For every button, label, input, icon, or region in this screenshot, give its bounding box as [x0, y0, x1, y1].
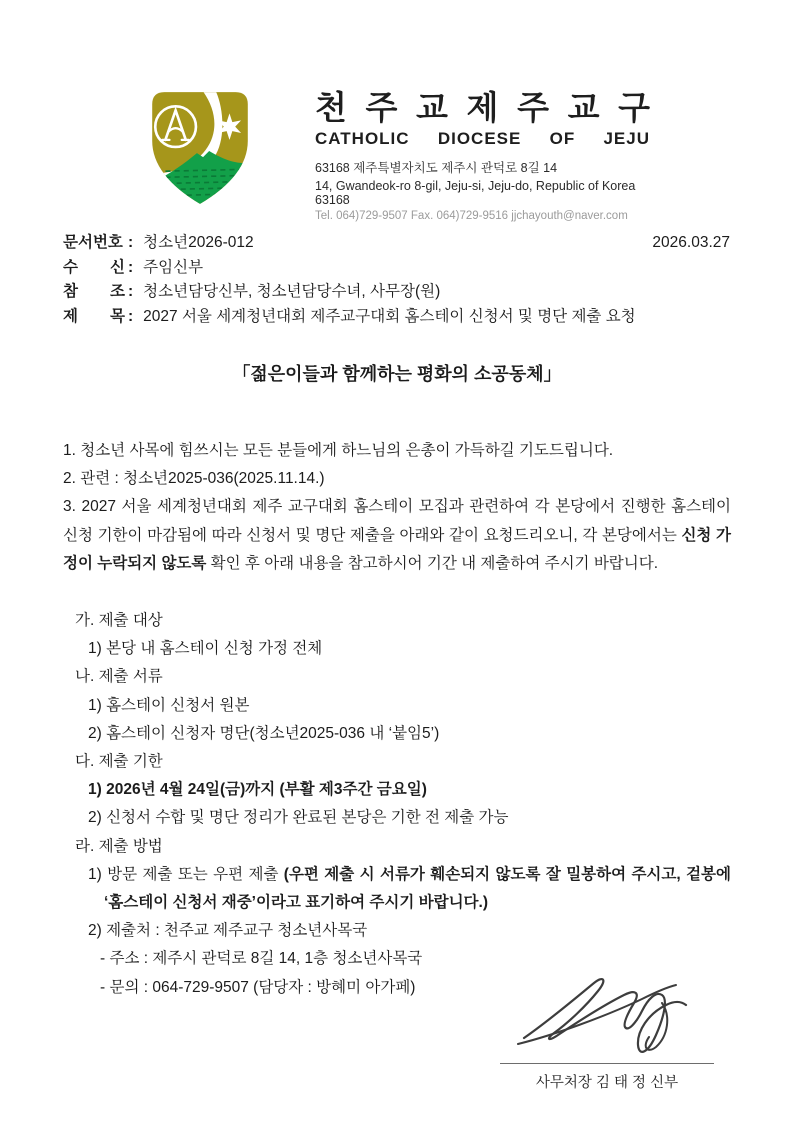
submission-method-item: [88, 861, 731, 917]
meta-row-subject: [63, 304, 730, 329]
doc-number-label: 문서번호: [63, 234, 123, 251]
section-ra-heading: 라. 제출 방법: [75, 837, 163, 855]
cc-label: 참 조: [63, 283, 125, 301]
cc-value: 청소년담당신부, 청소년담당수녀, 사무장(원): [143, 283, 441, 301]
submission-method-emphasis: (우편 제출 시 서류가 훼손되지 않도록 잘 밀봉하여 주시고, 겉봉에 ‘홈스테이 신청서 재중’이라고 표기하여 주시기 바랍니다.): [104, 865, 731, 912]
meta-row-cc: [63, 279, 730, 304]
section-na-heading: 나. 제출 서류: [75, 668, 163, 686]
org-name-english: CATHOLIC DIOCESE OF JEJU: [315, 129, 650, 149]
org-name-korean: 천 주 교 제 주 교 구: [315, 89, 650, 126]
body-paragraphs: [63, 437, 731, 578]
subject-value: 2027 서울 세계청년대회 제주교구대회 홈스테이 신청서 및 명단 제출 요청: [143, 307, 636, 325]
section-da-heading: 다. 제출 기한: [75, 753, 163, 771]
colon: :: [128, 283, 134, 301]
paragraph-3: [63, 493, 731, 578]
signer-name: 사무처장 김 태 정 신부: [535, 1075, 679, 1091]
recipient-value: 주임신부: [143, 258, 204, 276]
recipient-label: 수 신: [63, 258, 125, 276]
meta-row-recipient: [63, 255, 730, 280]
submission-address: - 주소 : 제주시 관덕로 8길 14, 1층 청소년사목국: [100, 950, 423, 968]
paragraph-3-emphasis: 신청 가정이 누락되지 않도록: [63, 526, 731, 572]
list-item: 1) 본당 내 홈스테이 신청 가정 전체: [88, 640, 323, 658]
list-item: 2) 홈스테이 신청자 명단(청소년2025-036 내 ‘붙임5’): [88, 724, 440, 742]
paragraph-2: 2. 관련 : 청소년2025-036(2025.11.14.): [63, 470, 325, 488]
diocese-logo-icon: [144, 88, 256, 208]
list-item: 2) 제출처 : 천주교 제주교구 청소년사목국: [88, 922, 368, 940]
section-ga-heading: 가. 제출 대상: [75, 612, 163, 629]
colon: :: [128, 258, 134, 276]
document-meta: [63, 230, 730, 328]
submission-phone: - 문의 : 064-729-9507 (담당자 : 방혜미 아가페): [100, 978, 416, 996]
org-contact-line: Tel. 064)729-9507 Fax. 064)729-9516 jjchayouth@naver.com: [315, 210, 628, 223]
deadline-item: 1) 2026년 4월 24일(금)까지 (부활 제3주간 금요일): [88, 781, 427, 799]
document-date: 2026.03.27: [652, 234, 730, 251]
paragraph-1: 1. 청소년 사목에 힘쓰시는 모든 분들에게 하느님의 은총이 가득하길 기도드립니다.: [63, 442, 614, 459]
submission-method-text: 1) 방문 제출 또는 우편 제출: [88, 865, 284, 883]
paragraph-3-text: 3. 2027 서울 세계청년대회 제주 교구대회 홈스테이 모집과 관련하여 각 본당에서 진행한 홈스테이 신청 기한이 마감됨에 따라 신청서 및 명단 제출을 아래와 같이 요청드리오니, 각 본당에서는: [63, 498, 731, 544]
doc-number-value: 청소년2026-012: [143, 234, 254, 251]
outline-list: [75, 607, 731, 1002]
meta-row-doc-number: [63, 230, 730, 255]
signature-icon: [512, 972, 697, 1060]
paragraph-3-text-end: 확인 후 아래 내용을 참고하시어 기간 내 제출하여 주시기 바랍니다.: [206, 554, 659, 572]
subject-label: 제 목: [63, 307, 125, 325]
colon: :: [128, 307, 134, 325]
org-address-english: 14, Gwandeok-ro 8-gil, Jeju-si, Jeju-do, Republic of Korea 63168: [315, 179, 636, 208]
signature-rule: [500, 1063, 714, 1064]
colon: :: [128, 234, 134, 251]
list-item: 1) 홈스테이 신청서 원본: [88, 696, 250, 714]
list-item: 2) 신청서 수합 및 명단 정리가 완료된 본당은 기한 전 제출 가능: [88, 809, 509, 827]
org-address-korean: 63168 제주특별자치도 제주시 관덕로 8길 14: [315, 161, 558, 176]
slogan-title: 「젊은이들과 함께하는 평화의 소공동체」: [232, 364, 562, 384]
letterhead: [315, 90, 650, 222]
